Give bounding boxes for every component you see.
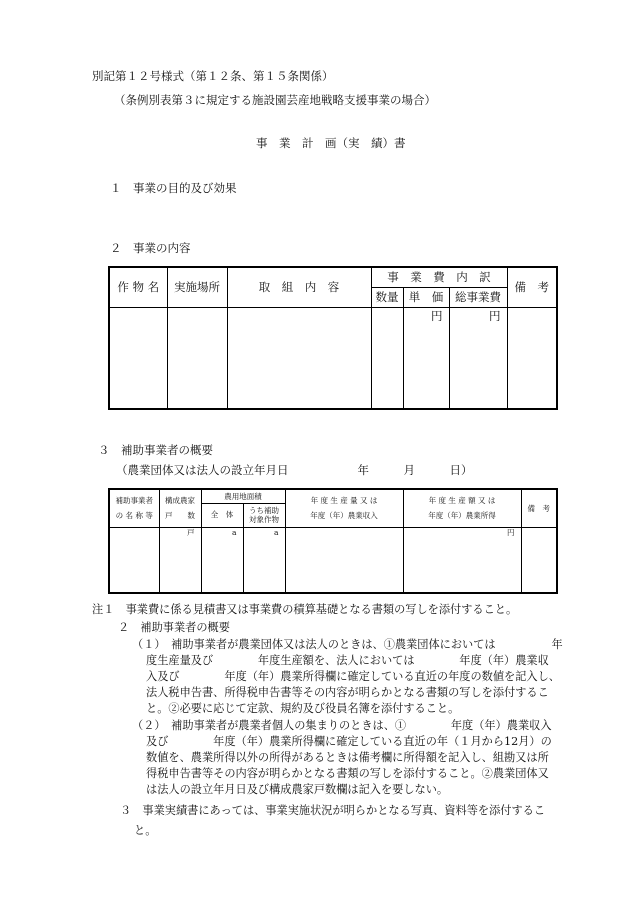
form-number: 別記第１２号様式（第１２条、第１５条関係） xyxy=(92,69,334,83)
col-unit-price: 単 価 xyxy=(403,287,449,307)
cell-remarks-2[interactable] xyxy=(521,527,557,593)
col-area-total: 全 体 xyxy=(201,503,243,527)
col-total-cost: 総事業費 xyxy=(449,287,507,307)
section-1-heading: １ 事業の目的及び効果 xyxy=(110,181,237,195)
col-operator-name: 補助事業者 の 名 称 等 xyxy=(109,489,159,527)
cell-households[interactable]: 戸 xyxy=(159,527,201,593)
col-quantity: 数量 xyxy=(371,287,403,307)
cell-operator[interactable] xyxy=(109,527,159,593)
establishment-date: （農業団体又は法人の設立年月日 年 月 日） xyxy=(116,463,473,477)
cell-unit-price[interactable]: 円 xyxy=(403,307,449,409)
note-3-line-1: ３ 事業実績書にあっては、事業実施状況が明らかとなる写真、資料等を添付するこ xyxy=(120,804,546,817)
cell-production-value[interactable]: 円 xyxy=(403,527,521,593)
col-area-subsidized: うち補助 対象作物 xyxy=(243,503,285,527)
note-1: 注１ 事業費に係る見積書又は事業費の積算基礎となる書類の写しを添付すること。 xyxy=(92,603,518,616)
col-production-value: 年 度 生 産 額 又 は 年度（年）農業所得 xyxy=(403,489,521,527)
note-2-2-line-4: 得税申告書等その内容が明らかとなる書類の写しを添付すること。②農業団体又 xyxy=(146,767,549,780)
note-2-2-line-5: は法人の設立年月日及び構成農家戸数欄は記入を要しない。 xyxy=(146,783,449,796)
note-2-1-line-5: と。②必要に応じて定款、規約及び役員名簿を添付すること。 xyxy=(146,702,460,715)
note-2-2-line-2: 及び 年度（年）農業所得欄に確定している直近の年（１月から12月）の xyxy=(146,735,552,748)
section-3-heading: ３ 補助事業者の概要 xyxy=(98,443,213,457)
note-2-2-line-1: （２） 補助事業者が農業者個人の集まりのときは、① 年度（年）農業収入 xyxy=(132,719,552,732)
note-2-1-line-4: 法人税申告書、所得税申告書等その内容が明らかとなる書類の写しを添付するこ xyxy=(146,686,549,699)
document-title: 事 業 計 画（実 績）書 xyxy=(256,136,406,150)
note-2-1-line-2: 度生産量及び 年度生産額を、法人においては 年度（年）農業収 xyxy=(146,654,549,667)
col-farmland-area: 農用地面積 xyxy=(201,489,285,503)
col-work: 取 組 内 容 xyxy=(227,267,371,307)
col-member-households: 構成農家 戸 数 xyxy=(159,489,201,527)
cell-production-volume[interactable] xyxy=(285,527,403,593)
note-2-1-line-3: 入及び 年度（年）農業所得欄に確定している直近の年度の数値を記入し、 xyxy=(146,670,560,683)
col-place: 実施場所 xyxy=(167,267,227,307)
cell-place[interactable] xyxy=(167,307,227,409)
note-3-line-2: と。 xyxy=(134,824,157,837)
cell-qty[interactable] xyxy=(371,307,403,409)
cell-crop[interactable] xyxy=(109,307,167,409)
col-production-volume: 年 度 生 産 量 又 は 年度（年）農業収入 xyxy=(285,489,403,527)
col-cost-breakdown: 事 業 費 内 訳 xyxy=(371,267,507,287)
note-2-1-line-1: （１） 補助事業者が農業団体又は法人のときは、①農業団体においては 年 xyxy=(132,638,563,651)
section-2-heading: ２ 事業の内容 xyxy=(110,241,191,255)
note-2-heading: ２ 補助事業者の概要 xyxy=(118,621,230,634)
col-remarks: 備 考 xyxy=(507,267,557,307)
business-content-table xyxy=(108,266,558,410)
col-crop-name: 作 物 名 xyxy=(109,267,167,307)
cell-work[interactable] xyxy=(227,307,371,409)
operator-overview-table xyxy=(108,488,558,594)
cell-area-subsidized[interactable]: a xyxy=(243,527,285,593)
cell-total[interactable]: 円 xyxy=(449,307,507,409)
col-remarks-2: 備 考 xyxy=(521,489,557,527)
cell-area-total[interactable]: a xyxy=(201,527,243,593)
form-subtitle: （条例別表第３に規定する施設園芸産地戦略支援事業の場合） xyxy=(114,93,436,107)
note-2-2-line-3: 数値を、農業所得以外の所得があるときは備考欄に所得額を記入し、組勘又は所 xyxy=(146,751,549,764)
cell-remarks[interactable] xyxy=(507,307,557,409)
